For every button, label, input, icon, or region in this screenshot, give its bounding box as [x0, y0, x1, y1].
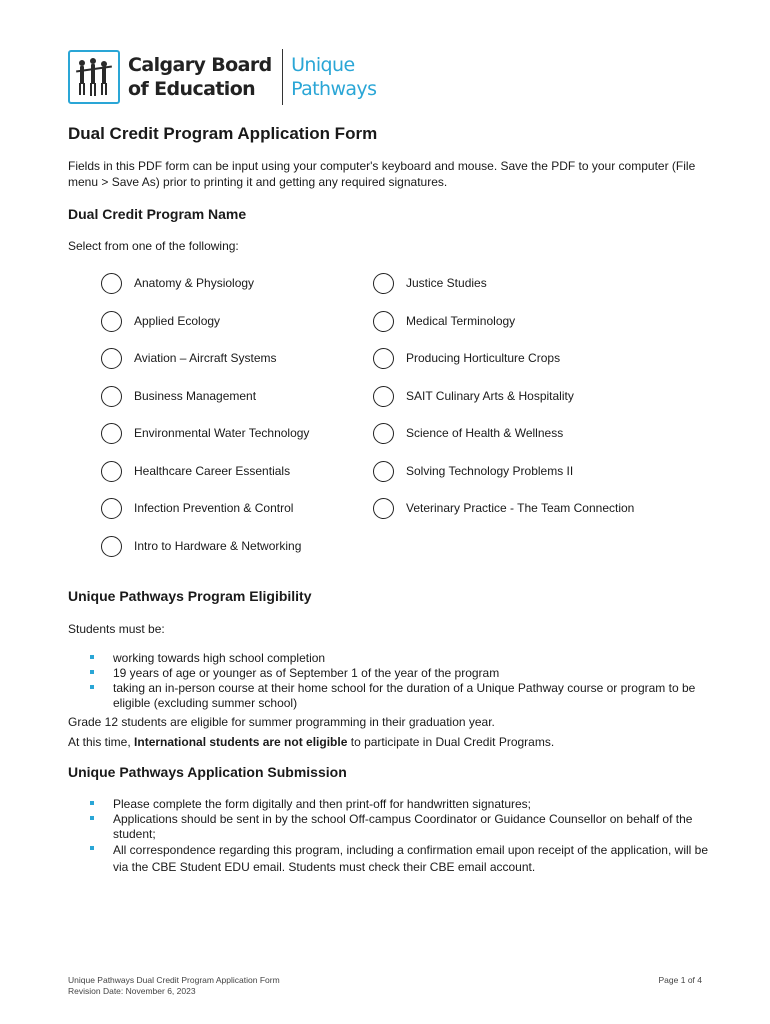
option-label: Intro to Hardware & Networking: [134, 539, 302, 553]
program-heading: Dual Credit Program Name: [68, 206, 247, 222]
bullet-icon: [90, 685, 94, 689]
radio-button[interactable]: [101, 386, 122, 407]
radio-button[interactable]: [101, 348, 122, 369]
page-title: Dual Credit Program Application Form: [68, 124, 378, 143]
program-option[interactable]: [373, 270, 487, 296]
option-label: Business Management: [134, 389, 257, 403]
list-item: [90, 666, 710, 681]
bullet-icon: [90, 846, 94, 850]
list-item: [90, 842, 710, 876]
radio-button[interactable]: [373, 423, 394, 444]
program-instruction: Select from one of the following:: [68, 239, 239, 253]
list-item: [90, 681, 710, 711]
list-item-text: working towards high school completion: [113, 651, 326, 665]
option-label: Producing Horticulture Crops: [406, 351, 561, 365]
logo-line-1: Calgary Board: [128, 54, 272, 76]
list-item: [90, 797, 710, 812]
option-label: Healthcare Career Essentials: [134, 464, 291, 478]
intl-prefix: At this time,: [68, 735, 135, 749]
submission-list: [90, 797, 710, 876]
option-label: Solving Technology Problems II: [406, 464, 574, 478]
list-item-text: All correspondence regarding this program, including a confirmation email upon receipt of the application, will be via the CBE Student EDU email. Students must check their CBE email account.: [113, 843, 708, 874]
radio-button[interactable]: [373, 273, 394, 294]
list-item-text: Applications should be sent in by the school Off-campus Coordinator or Guidance Counsellor on behalf of the student;: [113, 812, 693, 841]
option-label: SAIT Culinary Arts & Hospitality: [406, 389, 574, 403]
option-label: Applied Ecology: [134, 314, 221, 328]
option-label: Veterinary Practice - The Team Connection: [406, 501, 635, 515]
program-option[interactable]: [373, 383, 574, 409]
radio-button[interactable]: [373, 461, 394, 482]
submission-heading: Unique Pathways Application Submission: [68, 764, 347, 780]
bullet-icon: [90, 655, 94, 659]
intro-text: Fields in this PDF form can be input using your computer's keyboard and mouse. Save the PDF to your computer (File menu > Save As) prior to printing it and getting any required signatures.: [68, 159, 696, 189]
program-option[interactable]: [373, 308, 515, 334]
option-label: Science of Health & Wellness: [406, 426, 564, 440]
option-label: Environmental Water Technology: [134, 426, 310, 440]
logo-figures-icon: [68, 50, 120, 104]
international-note: [68, 735, 718, 750]
logo-subbrand: [291, 53, 376, 101]
footer-revision: Revision Date: November 6, 2023: [68, 986, 196, 996]
radio-button[interactable]: [101, 273, 122, 294]
option-label: Medical Terminology: [406, 314, 516, 328]
eligibility-heading: Unique Pathways Program Eligibility: [68, 588, 312, 604]
intl-suffix: to participate in Dual Credit Programs.: [347, 735, 555, 749]
program-option[interactable]: [101, 533, 301, 559]
bullet-icon: [90, 816, 94, 820]
option-label: Infection Prevention & Control: [134, 501, 294, 515]
bullet-icon: [90, 670, 94, 674]
eligibility-lead: Students must be:: [68, 622, 165, 636]
radio-button[interactable]: [101, 423, 122, 444]
cbe-logo: [68, 49, 376, 105]
option-label: Aviation – Aircraft Systems: [134, 351, 277, 365]
program-option[interactable]: [373, 495, 634, 521]
footer-left: [68, 975, 280, 997]
option-label: Justice Studies: [406, 276, 487, 290]
list-item: [90, 651, 710, 666]
program-option[interactable]: [101, 458, 290, 484]
program-option[interactable]: [101, 383, 256, 409]
radio-button[interactable]: [373, 386, 394, 407]
radio-button[interactable]: [101, 498, 122, 519]
radio-button[interactable]: [101, 461, 122, 482]
footer-form-name: Unique Pathways Dual Credit Program Application Form: [68, 975, 280, 985]
list-item-text: Please complete the form digitally and then print-off for handwritten signatures;: [113, 797, 532, 811]
logo-line-2: of Education: [128, 78, 256, 100]
list-item-text: 19 years of age or younger as of September 1 of the year of the program: [113, 666, 500, 680]
list-item-text: taking an in-person course at their home school for the duration of a Unique Pathway course or program to be eligible (excluding summer school): [113, 681, 696, 710]
logo-sub-line-2: Pathways: [291, 78, 377, 100]
grade12-note: Grade 12 students are eligible for summer programming in their graduation year.: [68, 715, 495, 729]
logo-divider: [282, 49, 284, 105]
intl-bold: International students are not eligible: [134, 735, 348, 749]
program-option[interactable]: [101, 308, 220, 334]
option-label: Anatomy & Physiology: [134, 276, 255, 290]
footer-page-number: Page 1 of 4: [658, 975, 702, 985]
program-option[interactable]: [101, 420, 309, 446]
radio-button[interactable]: [373, 348, 394, 369]
bullet-icon: [90, 801, 94, 805]
program-option[interactable]: [373, 345, 560, 371]
radio-button[interactable]: [373, 311, 394, 332]
logo-wordmark: [128, 53, 272, 101]
radio-button[interactable]: [373, 498, 394, 519]
program-option[interactable]: [101, 345, 277, 371]
list-item: [90, 812, 710, 842]
program-option[interactable]: [373, 420, 563, 446]
program-option[interactable]: [101, 495, 293, 521]
radio-button[interactable]: [101, 536, 122, 557]
radio-button[interactable]: [101, 311, 122, 332]
program-option[interactable]: [373, 458, 573, 484]
program-option[interactable]: [101, 270, 254, 296]
eligibility-list: [90, 651, 710, 711]
logo-sub-line-1: Unique: [291, 54, 355, 76]
